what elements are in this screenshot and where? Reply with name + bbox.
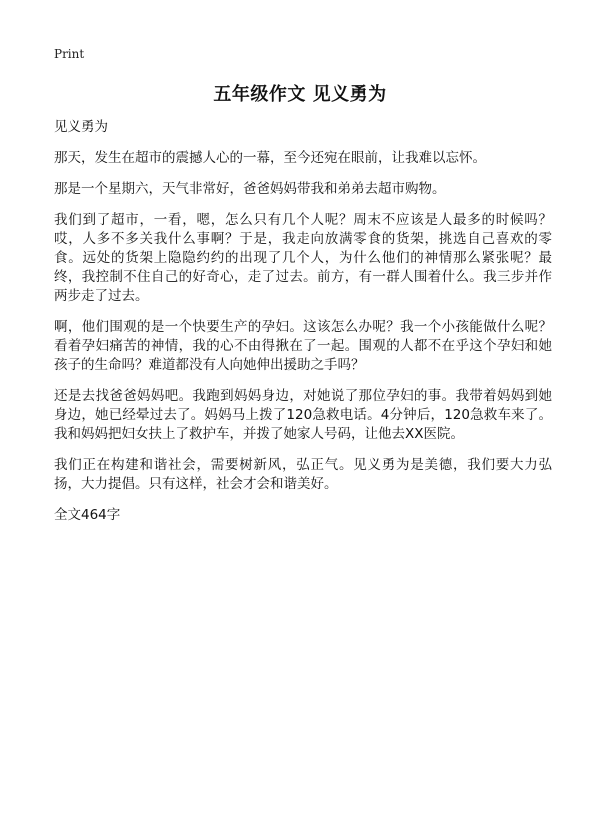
paragraph-3: 我们到了超市，一看，嗯，怎么只有几个人呢？周末不应该是人最多的时候吗？哎，人多不多关我什么事啊？于是，我走向放满零食的货架，挑选自己喜欢的零食。远处的货架上隐隐约约的出现了几个人，为什么他们的神情那么紧张呢？最终，我控制不住自己的好奇心，走了过去。前方，有一群人围着什么。我三步并作两步走了过去。 [54,212,552,304]
paragraph-1: 那天，发生在超市的震撼人心的一幕，至今还宛在眼前，让我难以忘怀。 [54,150,486,166]
paragraph-6: 我们正在构建和谐社会，需要树新风，弘正气。见义勇为是美德，我们要大力弘扬，大力提倡。只有这样，社会才会和谐美好。 [54,457,552,492]
article-subtitle: 见义勇为 [54,119,108,135]
paragraph-4: 啊，他们围观的是一个快要生产的孕妇。这该怎么办呢？我一个小孩能做什么呢？看着孕妇痛苦的神情，我的心不由得揪在了一起。围观的人都不在乎这个孕妇和她孩子的生命吗？难道都没有人向她伸出援助之手吗？ [54,319,552,373]
print-link[interactable]: Print [54,47,85,61]
word-count: 全文464字 [54,507,121,523]
article-title: 五年级作文 见义勇为 [213,84,387,105]
paragraph-5: 还是去找爸爸妈妈吧。我跑到妈妈身边，对她说了那位孕妇的事。我带着妈妈到她身边，她已经晕过去了。妈妈马上拨了120急救电话。4分钟后，120急救车来了。我和妈妈把妇女扶上了救护车，并拨了她家人号码，让他去XX医院。 [54,388,552,442]
article-content [54,118,552,537]
paragraph-2: 那是一个星期六，天气非常好，爸爸妈妈带我和弟弟去超市购物。 [54,181,446,197]
